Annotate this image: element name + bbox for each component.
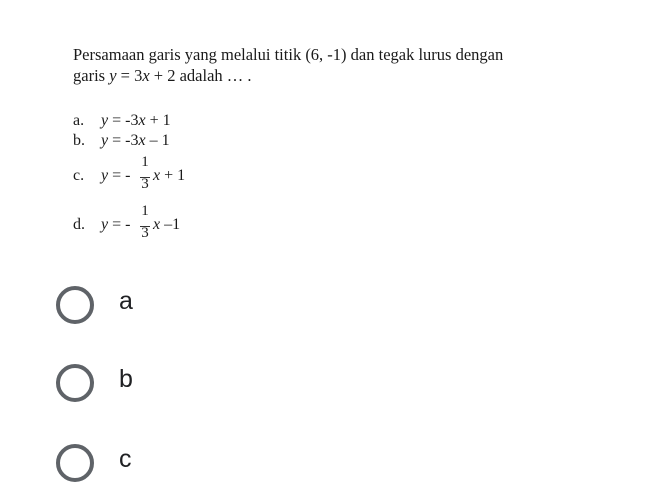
radio-circle-icon[interactable] <box>56 364 94 402</box>
question-text <box>73 44 593 86</box>
radio-circle-icon[interactable] <box>56 444 94 482</box>
question-line-2: garis y = 3x + 2 adalah … . <box>73 66 252 85</box>
radio-circle-icon[interactable] <box>56 286 94 324</box>
question-line-1: Persamaan garis yang melalui titik (6, -1) dan tegak lurus dengan <box>73 45 504 64</box>
radio-option-c[interactable]: c <box>54 442 254 482</box>
radio-option-b[interactable]: b <box>54 362 254 402</box>
radio-option-a[interactable]: a <box>54 284 254 324</box>
